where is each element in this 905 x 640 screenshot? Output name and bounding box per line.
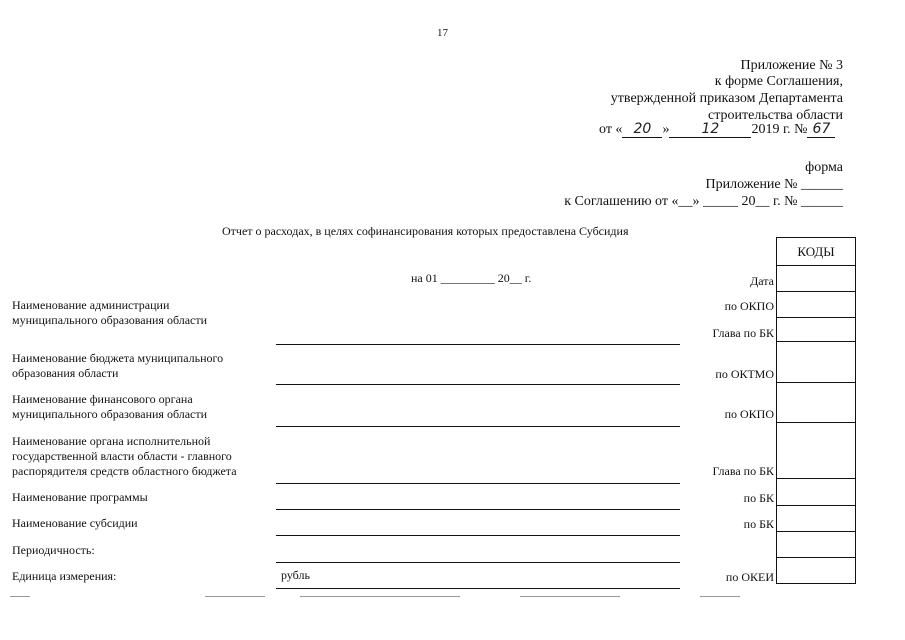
code-cell-periodicity (777, 532, 855, 558)
code-label-bk-2: по БК (743, 517, 774, 531)
appendix-date-line (599, 121, 835, 138)
date-mid: » (662, 122, 670, 137)
date-month-handwritten: 12 (669, 121, 751, 138)
code-label-glava-bk-2: Глава по БК (712, 464, 774, 478)
date-day-handwritten: 20 (622, 121, 662, 138)
field-line-program (276, 509, 680, 510)
date-prefix: от « (599, 122, 623, 137)
field-label-executive-body: Наименование органа исполнительной государственной власти области - главного распорядителя средств областного бюджета (12, 434, 237, 478)
report-date-line: на 01 _________ 20__ г. (411, 271, 532, 285)
code-label-oktmo: по ОКТМО (715, 367, 774, 381)
codes-table (776, 237, 856, 584)
codes-header: КОДЫ (777, 238, 855, 266)
bottom-edge-line (520, 596, 620, 597)
field-line-subsidy (276, 535, 680, 536)
form-appendix-number: Приложение № ______ (705, 177, 843, 192)
field-label-finance-body: Наименование финансового органа муниципального образования области (12, 392, 208, 421)
code-label-okei: по ОКЕИ (725, 570, 774, 584)
field-value-unit: рубль (281, 568, 310, 582)
page-number: 17 (437, 27, 448, 39)
appendix-line-2: к форме Соглашения, (714, 74, 843, 89)
field-label-periodicity: Периодичность: (12, 543, 95, 557)
field-line-executive-body (276, 483, 680, 484)
appendix-line-1: Приложение № 3 (740, 58, 843, 73)
bottom-edge-line (300, 596, 460, 597)
code-label-bk: по БК (743, 491, 774, 505)
code-label-date: Дата (750, 274, 774, 288)
document-number-handwritten: 67 (807, 121, 835, 138)
code-cell-glava-bk (777, 318, 855, 342)
field-line-budget (276, 384, 680, 385)
appendix-line-3: утвержденной приказом Департамента (610, 91, 843, 106)
report-title: Отчет о расходах, в целях софинансирования которых предоставлена Субсидия (222, 224, 629, 238)
code-cell-okpo (777, 292, 855, 318)
field-label-administration: Наименование администрации муниципального образования области (12, 298, 208, 327)
code-label-okpo: по ОКПО (724, 299, 774, 313)
field-label-unit: Единица измерения: (12, 569, 117, 583)
appendix-line-4: строительства области (708, 108, 843, 123)
field-line-periodicity (276, 562, 680, 563)
code-cell-oktmo (777, 342, 855, 383)
field-label-subsidy: Наименование субсидии (12, 516, 138, 530)
bottom-edge-line (10, 596, 30, 597)
code-cell-okpo-2 (777, 383, 855, 423)
field-label-budget: Наименование бюджета муниципального образования области (12, 351, 224, 380)
code-cell-glava-bk-2 (777, 423, 855, 479)
code-cell-okei (777, 558, 855, 584)
code-label-okpo-2: по ОКПО (724, 407, 774, 421)
code-cell-bk (777, 479, 855, 506)
bottom-edge-line (700, 596, 740, 597)
code-cell-bk-2 (777, 506, 855, 532)
field-label-program: Наименование программы (12, 490, 148, 504)
code-cell-date (777, 266, 855, 292)
form-label: форма (805, 160, 843, 175)
field-line-finance-body (276, 426, 680, 427)
field-line-administration (276, 344, 680, 345)
date-year: 2019 г. № (751, 122, 808, 137)
code-label-glava-bk: Глава по БК (712, 326, 774, 340)
bottom-edge-line (205, 596, 265, 597)
agreement-line: к Соглашению от «__» _____ 20__ г. № ______ (564, 194, 843, 209)
field-line-unit (276, 588, 680, 589)
